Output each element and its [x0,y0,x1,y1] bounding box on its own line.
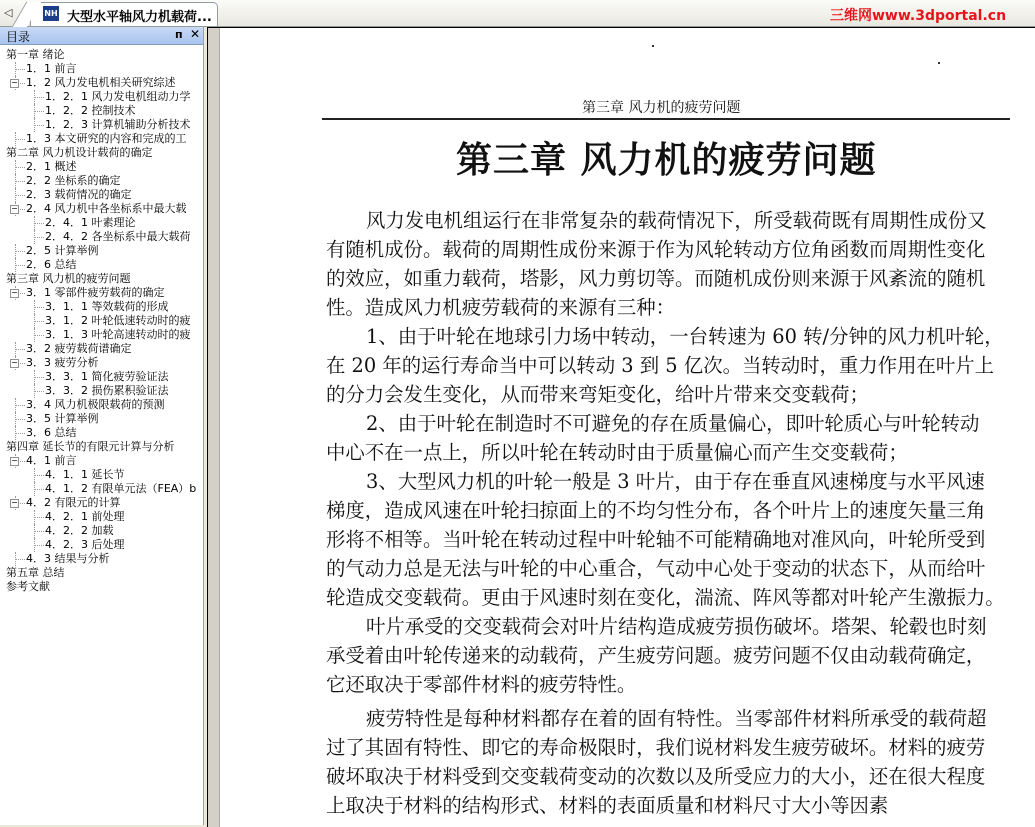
toc-item[interactable] [0,272,200,286]
tree-connector [34,384,35,398]
toc-item-label: 2．4．1 叶素理论 [45,216,136,229]
text-line: 3、大型风力机的叶轮一般是 3 叶片，由于存在垂直风速梯度与水平风速 [366,470,985,493]
tree-connector [34,475,44,476]
tree-connector [15,433,25,434]
text-line: 1、由于叶轮在地球引力场中转动，一台转速为 60 转/分钟的风力机叶轮， [366,325,1004,348]
text-line: 承受着由叶轮传递来的动载荷，产生疲劳问题。疲劳问题不仅由动载荷确定， [326,644,986,667]
tree-connector [34,538,35,552]
toc-item[interactable] [0,118,200,132]
toc-item[interactable] [0,566,200,580]
tree-connector [34,314,35,328]
toc-item[interactable] [0,146,200,160]
toc-panel [0,27,204,825]
toc-item[interactable] [0,216,200,230]
toc-item-label: 3．3．1 简化疲劳验证法 [45,370,169,383]
toc-item-label: 3．4 风力机极限载荷的预测 [26,398,165,411]
tree-connector [34,230,35,244]
tree-connector [15,139,25,140]
tree-connector [34,307,44,308]
collapse-icon[interactable]: − [11,358,18,367]
toc-item[interactable] [0,132,200,146]
scan-speck [652,45,654,47]
text-line: 在 20 年的运行寿命当中可以转动 3 到 5 亿次。当转动时，重力作用在叶片上 [326,354,995,377]
tree-connector [15,412,16,426]
text-line: 梯度，造成风速在叶轮扫掠面上的不均匀性分布，各个叶片上的速度矢量三角 [326,499,986,522]
toc-item-label: 3．3．2 损伤累积验证法 [45,384,169,397]
tree-connector [34,482,35,496]
tree-connector [34,328,35,342]
tree-connector [34,237,44,238]
toc-item-label: 1．1 前言 [26,62,77,75]
toc-item-label: 2．4．2 各坐标系中最大载荷 [45,230,191,243]
collapse-icon[interactable]: − [11,78,18,87]
tree-connector [34,391,44,392]
toc-item[interactable] [0,510,200,524]
toc-item-label: 2．5 计算举例 [26,244,99,257]
tree-connector [34,377,44,378]
watermark: 三维网www.3dportal.cn [830,8,1007,24]
toc-item-label: 第三章 风力机的疲劳问题 [6,272,131,285]
toc-item[interactable] [0,412,200,426]
page-body-text [326,206,1026,820]
toc-item[interactable] [0,454,200,468]
tree-connector [34,111,44,112]
tree-connector [15,181,25,182]
toc-item-label: 3．1 零部件疲劳载荷的确定 [26,286,165,299]
tree-connector [34,370,35,384]
toc-item-label: 3．1．2 叶轮低速转动时的疲 [45,314,191,327]
toc-item[interactable] [0,328,200,342]
tree-connector [34,300,35,314]
toc-item[interactable] [0,370,200,384]
tree-connector [15,419,25,420]
document-tab-title: 大型水平轴风力机载荷... [67,10,212,25]
toc-item[interactable] [0,440,200,454]
toc-item[interactable] [0,258,200,272]
page-gutter [208,28,220,827]
toc-item-label: 1．3 本文研究的内容和完成的工 [26,132,187,145]
tree-connector [15,167,25,168]
text-line: 疲劳特性是每种材料都存在着的固有特性。当零部件材料所承受的载荷超 [366,707,987,730]
text-line: 中心不在一点上，所以叶轮在转动时由于质量偏心而产生交变载荷； [326,441,908,464]
text-line: 形将不相等。当叶轮在转动过程中叶轮轴不可能精确地对准风向，叶轮所受到 [326,528,986,551]
text-line: 轮造成交变载荷。更由于风速时刻在变化，湍流、阵风等都对叶轮产生激振力。 [326,586,1005,609]
toc-item-label: 3．6 总结 [26,426,77,439]
text-line: 叶片承受的交变载荷会对叶片结构造成疲劳损伤破坏。塔架、轮毂也时刻 [366,615,987,638]
tree-connector [15,405,25,406]
tree-connector [34,524,35,538]
toc-item-label: 4．2 有限元的计算 [26,496,121,509]
toc-item[interactable] [0,202,200,216]
tree-connector [15,349,25,350]
tree-connector [34,216,35,230]
scan-speck [938,62,940,64]
toc-item-label: 4．2．2 加载 [45,524,114,537]
toc-item[interactable] [0,244,200,258]
chapter-title: 第三章 风力机的疲劳问题 [456,139,877,181]
tree-connector [34,321,44,322]
tree-connector [34,104,35,118]
text-line: 有随机成份。载荷的周期性成份来源于作为风轮转动方位角函数而周期性变化 [326,238,986,261]
text-line: 的效应，如重力载荷，塔影，风力剪切等。而随机成份则来源于风紊流的随机 [326,267,986,290]
toc-item[interactable] [0,230,200,244]
toc-item-label: 1．2．1 风力发电机组动力学 [45,90,191,103]
text-line: 它还取决于零部件材料的疲劳特性。 [326,673,637,696]
text-line: 破坏取决于材料受到交变载荷变动的次数以及所受应力的大小，还在很大程度 [326,765,986,788]
toc-tree [0,48,200,594]
toc-item-label: 第一章 绪论 [6,48,65,61]
toc-item-label: 4．1．1 延长节 [45,468,125,481]
tree-connector [15,69,25,70]
collapse-icon[interactable]: − [11,498,18,507]
collapse-icon[interactable]: − [11,456,18,465]
toc-item-label: 2．3 载荷情况的确定 [26,188,132,201]
running-header: 第三章 风力机的疲劳问题 [582,100,741,116]
caj-document-icon: NH [43,6,59,21]
collapse-icon[interactable]: − [11,204,18,213]
toc-item[interactable] [0,524,200,538]
tree-connector [34,90,35,104]
toc-item[interactable] [0,580,200,594]
toc-item-label: 1．2．3 计算机辅助分析技术 [45,118,191,131]
tree-connector [34,517,44,518]
header-rule [322,118,1010,120]
toc-item[interactable] [0,160,200,174]
tree-connector [15,195,25,196]
toc-item-label: 1．2．2 控制技术 [45,104,136,117]
text-line: 上取决于材料的结构形式、材料的表面质量和材料尺寸大小等因素 [326,794,889,817]
toc-item-label: 4．3 结果与分析 [26,552,110,565]
document-tab[interactable] [30,2,218,26]
toc-item-label: 4．1 前言 [26,454,77,467]
toc-panel-title: 目录 [6,30,31,44]
toc-item[interactable] [0,342,200,356]
tree-connector [15,174,16,188]
toc-item-label: 1．2 风力发电机相关研究综述 [26,76,176,89]
toc-item[interactable] [0,314,200,328]
text-line: 过了其固有特性、即它的寿命极限时，我们说材料发生疲劳破坏。材料的疲劳 [326,736,986,759]
toc-item-label: 参考文献 [6,580,50,593]
tree-connector [34,489,44,490]
tree-connector [15,132,16,146]
toc-item[interactable] [0,188,200,202]
toc-item[interactable] [0,538,200,552]
toc-item[interactable] [0,496,200,510]
toc-item-label: 第五章 总结 [6,566,65,579]
toc-item[interactable] [0,286,200,300]
text-line: 的分力会发生变化，从而带来弯矩变化，给叶片带来交变载荷； [326,383,869,406]
tree-connector [34,335,44,336]
text-line: 风力发电机组运行在非常复杂的载荷情况下，所受载荷既有周期性成份又 [366,209,987,232]
tree-connector [34,545,44,546]
toc-item-label: 2．6 总结 [26,258,77,271]
toc-item-label: 4．2．3 后处理 [45,538,125,551]
toc-panel-header [0,27,203,45]
tree-connector [15,426,16,440]
tree-connector [15,265,25,266]
toc-item[interactable] [0,482,200,496]
tree-connector [34,125,44,126]
tree-connector [15,398,16,412]
tree-connector [34,510,35,524]
pin-icon[interactable]: ᴨ [175,28,183,41]
tree-connector [34,118,35,132]
tree-connector [15,62,16,76]
toc-item-label: 3．1．3 叶轮高速转动时的疲 [45,328,191,341]
toc-item[interactable] [0,398,200,412]
tree-connector [15,552,16,566]
text-line: 性。造成风力机疲劳载荷的来源有三种： [326,296,676,319]
tree-connector [34,468,35,482]
toc-item-label: 第二章 风力机设计载荷的确定 [6,146,153,159]
toc-item[interactable] [0,48,200,62]
toc-item-label: 2．4 风力机中各坐标系中最大载 [26,202,187,215]
toc-item-label: 第四章 延长节的有限元计算与分析 [6,440,175,453]
toc-item[interactable] [0,468,200,482]
tree-connector [34,97,44,98]
tab-scroll-left-icon[interactable]: ◁ [4,6,13,19]
toc-item-label: 3．3 疲劳分析 [26,356,99,369]
toc-item[interactable] [0,90,200,104]
collapse-icon[interactable]: − [11,288,18,297]
text-line: 的气动力总是无法与叶轮的中心重合，气动中心处于变动的状态下，从而给叶 [326,557,986,580]
toc-item-label: 4．2．1 前处理 [45,510,125,523]
tree-connector [34,223,44,224]
close-icon[interactable]: ✕ [190,27,201,41]
tree-connector [34,531,44,532]
toc-item[interactable] [0,62,200,76]
tree-connector [15,160,16,174]
tree-connector [15,251,25,252]
tree-connector [15,342,16,356]
tree-connector [15,258,16,272]
toc-item-label: 3．5 计算举例 [26,412,99,425]
toc-item[interactable] [0,384,200,398]
text-line: 2、由于叶轮在制造时不可避免的存在质量偏心，即叶轮质心与叶轮转动 [366,412,980,435]
tree-connector [15,244,16,258]
toc-item[interactable] [0,174,200,188]
toc-item-label: 4．1．2 有限单元法（FEA）b [45,482,197,495]
toc-item-label: 2．1 概述 [26,160,77,173]
toc-item[interactable] [0,426,200,440]
toc-item[interactable] [0,300,200,314]
toc-item-label: 3．2 疲劳载荷谱确定 [26,342,132,355]
toc-item[interactable] [0,552,200,566]
toc-item-label: 2．2 坐标系的确定 [26,174,121,187]
toc-item[interactable] [0,356,200,370]
toc-item[interactable] [0,76,200,90]
tree-connector [15,559,25,560]
toc-item-label: 3．1．1 等效载荷的形成 [45,300,169,313]
tree-connector [15,188,16,202]
toc-item[interactable] [0,104,200,118]
